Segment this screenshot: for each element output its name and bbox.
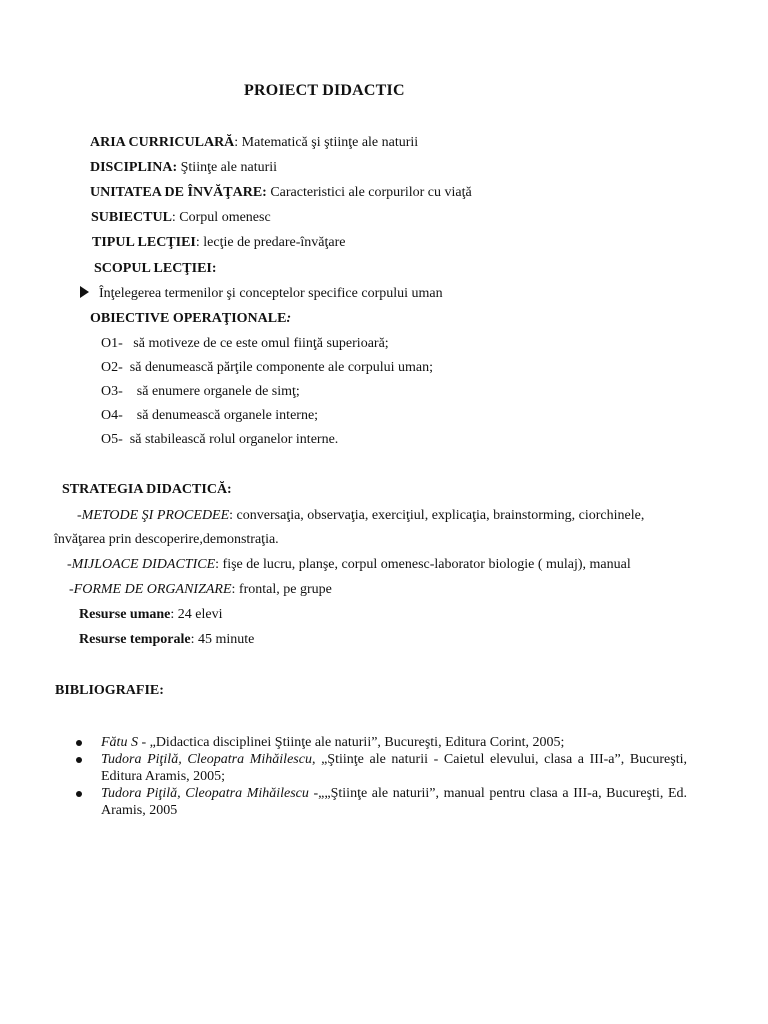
- tipul-lectiei-row: [92, 234, 346, 252]
- bibliography-item: [101, 751, 687, 785]
- resurse-temporale-value: : 45 minute: [190, 632, 255, 647]
- objective-item: [101, 383, 300, 401]
- subiectul-row: [91, 209, 271, 227]
- disciplina-label: DISCIPLINA:: [90, 160, 178, 175]
- disciplina-value: Ştiinţe ale naturii: [177, 160, 278, 175]
- metode-value: : conversaţia, observaţia, exerciţiul, explicaţia, brainstorming, ciorchinele,: [229, 508, 645, 523]
- bibliografie-heading: BIBLIOGRAFIE:: [55, 683, 164, 698]
- forme-value: : frontal, pe grupe: [231, 582, 332, 597]
- bullet-icon: [76, 791, 82, 797]
- metode-continuation: învăţarea prin descoperire,demonstraţia.: [54, 532, 279, 547]
- resurse-temporale-label: Resurse temporale: [79, 632, 191, 647]
- objective-item: [101, 359, 433, 377]
- scopul-item-text: Înţelegerea termenilor şi conceptelor specifice corpului uman: [99, 286, 443, 301]
- objective-text: să motiveze de ce este omul fiinţă superioară;: [133, 336, 389, 351]
- scopul-item: [80, 285, 443, 303]
- scopul-lectiei-heading: SCOPUL LECŢIEI:: [94, 261, 217, 276]
- forme-label: -FORME DE ORGANIZARE: [69, 582, 232, 597]
- arrow-bullet-icon: [80, 286, 89, 298]
- unitatea-value: Caracteristici ale corpurilor cu viaţă: [266, 185, 472, 200]
- bib-author: Tudora Piţilă, Cleopatra Mihăilescu: [101, 786, 309, 801]
- bib-author: Fătu S -: [101, 735, 147, 750]
- bullet-icon: [76, 757, 82, 763]
- obiective-colon: :: [286, 311, 292, 326]
- objective-text: să stabilească rolul organelor interne.: [129, 432, 339, 447]
- objective-text: să denumească organele interne;: [136, 408, 319, 423]
- subiectul-label: SUBIECTUL: [91, 210, 172, 225]
- strategia-heading: STRATEGIA DIDACTICĂ:: [62, 482, 232, 497]
- bib-text: -„„Ştiinţe ale naturii”, manual pentru clasa a III-a, Bucureşti, Ed. Aramis, 2005: [101, 786, 687, 818]
- bullet-icon: [76, 740, 82, 746]
- tipul-label: TIPUL LECŢIEI: [92, 235, 196, 250]
- metode-label: -METODE ŞI PROCEDEE: [77, 508, 230, 523]
- page-title: PROIECT DIDACTIC: [244, 82, 405, 99]
- metode-row: [77, 507, 644, 525]
- objective-code: O5-: [101, 432, 123, 447]
- obiective-label: OBIECTIVE OPERAŢIONALE: [90, 311, 287, 326]
- bibliography-item: [101, 734, 687, 751]
- objective-code: O1-: [101, 336, 123, 351]
- mijloace-value: : fişe de lucru, planşe, corpul omenesc-laborator biologie ( mulaj), manual: [215, 557, 631, 572]
- resurse-temporale-row: [79, 631, 254, 649]
- obiective-heading: [90, 310, 291, 328]
- aria-label: ARIA CURRICULARĂ: [90, 135, 235, 150]
- unitatea-label: UNITATEA DE ÎNVĂŢARE:: [90, 185, 267, 200]
- resurse-umane-value: : 24 elevi: [170, 607, 223, 622]
- mijloace-row: [67, 556, 631, 574]
- subiectul-value: : Corpul omenesc: [171, 210, 271, 225]
- objective-text: să denumească părţile componente ale corpului uman;: [129, 360, 433, 375]
- aria-value: : Matematică şi ştiinţe ale naturii: [234, 135, 419, 150]
- objective-text: să enumere organele de simţ;: [136, 384, 300, 399]
- bib-text: , „Ştiinţe ale naturii - Caietul elevului, clasa a III-a”, Bucureşti, Editura Aramis, 2005;: [101, 752, 687, 784]
- bib-text: „Didactica disciplinei Ştiinţe ale naturii”, Bucureşti, Editura Corint, 2005;: [146, 735, 565, 750]
- unitatea-row: [90, 184, 472, 202]
- resurse-umane-label: Resurse umane: [79, 607, 171, 622]
- tipul-value: : lecţie de predare-învăţare: [195, 235, 346, 250]
- objective-code: O2-: [101, 360, 123, 375]
- objective-item: [101, 407, 318, 425]
- objective-code: O4-: [101, 408, 123, 423]
- disciplina-row: [90, 159, 277, 177]
- resurse-umane-row: [79, 606, 223, 624]
- aria-curriculara-row: [90, 134, 418, 152]
- objective-item: [101, 335, 389, 353]
- objective-item: [101, 431, 338, 449]
- bib-author: Tudora Piţilă, Cleopatra Mihăilescu: [101, 752, 312, 767]
- forme-row: [69, 581, 332, 599]
- mijloace-label: -MIJLOACE DIDACTICE: [67, 557, 216, 572]
- bibliography-item: [101, 785, 687, 819]
- objective-code: O3-: [101, 384, 123, 399]
